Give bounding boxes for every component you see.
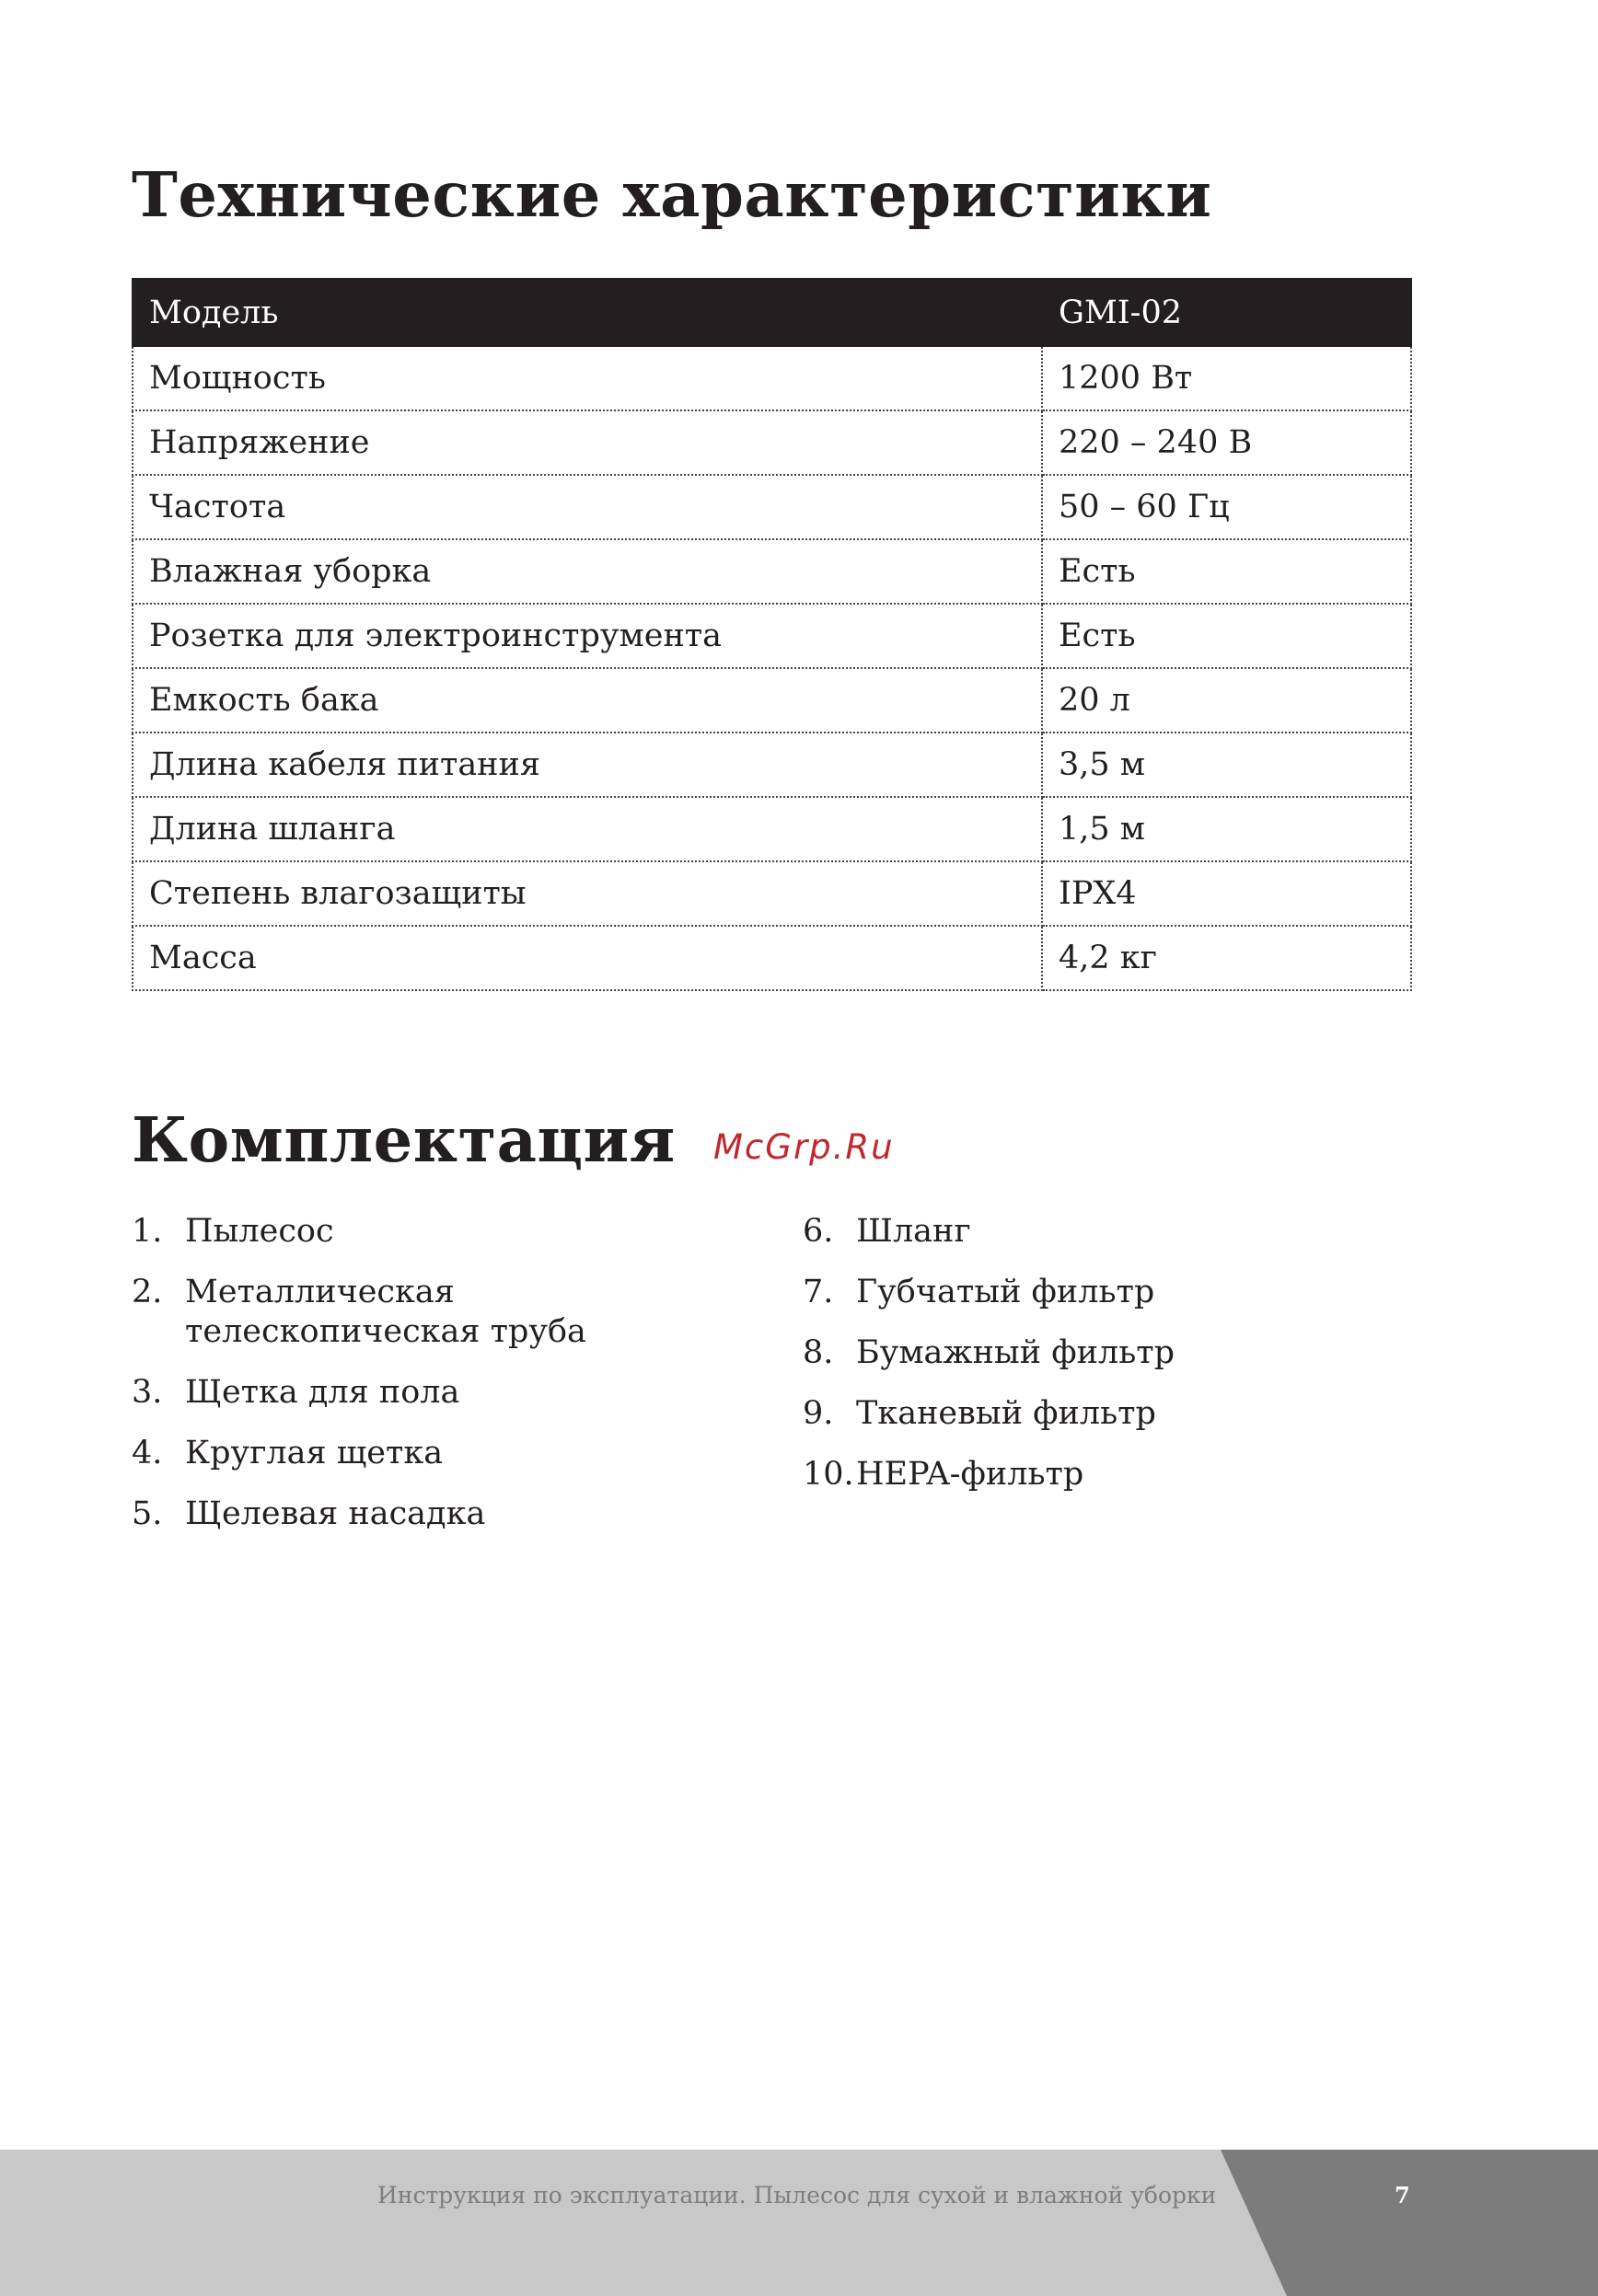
list-item [132, 1273, 702, 1352]
spec-value: Есть [1042, 604, 1411, 668]
specs-table-header-row [133, 279, 1411, 346]
table-row [133, 797, 1411, 861]
kit-title: Комплектация [132, 1103, 676, 1176]
table-row [133, 926, 1411, 990]
list-number: 10. [803, 1456, 854, 1493]
table-row [133, 410, 1411, 475]
list-text: Щетка для пола [185, 1374, 460, 1411]
spec-label: Мощность [133, 346, 1042, 410]
list-item [803, 1333, 1410, 1373]
list-text: Щелевая насадка [185, 1495, 486, 1532]
page-number: 7 [1395, 2182, 1410, 2209]
table-row [133, 539, 1411, 604]
list-number: 9. [803, 1395, 834, 1432]
list-text: Губчатый фильтр [856, 1274, 1155, 1310]
spec-label: Степень влагозащиты [133, 861, 1042, 926]
list-item [803, 1394, 1410, 1434]
spec-value: GMI-02 [1042, 279, 1411, 346]
spec-value: IPX4 [1042, 861, 1411, 926]
list-text: Металлическая телескопическая труба [185, 1274, 586, 1350]
kit-list-right [803, 1212, 1410, 1516]
watermark-link[interactable]: McGrp.Ru [713, 1127, 895, 1167]
list-number: 8. [803, 1334, 834, 1371]
list-text: Шланг [856, 1213, 971, 1250]
list-item [132, 1434, 702, 1473]
table-row [133, 475, 1411, 539]
list-number: 3. [132, 1374, 163, 1411]
spec-label: Напряжение [133, 410, 1042, 475]
spec-value: 50 – 60 Гц [1042, 475, 1411, 539]
table-row [133, 861, 1411, 926]
list-item [132, 1212, 702, 1252]
list-item [803, 1455, 1410, 1494]
table-row [133, 668, 1411, 733]
list-text: Пылесос [185, 1213, 334, 1250]
list-number: 1. [132, 1213, 163, 1250]
table-row [133, 604, 1411, 668]
spec-label: Масса [133, 926, 1042, 990]
list-text: Тканевый фильтр [856, 1395, 1156, 1432]
spec-label: Емкость бака [133, 668, 1042, 733]
specs-title: Технические характеристики [132, 158, 1212, 231]
list-text: Круглая щетка [185, 1435, 444, 1471]
kit-list-left [132, 1212, 702, 1555]
list-item [803, 1273, 1410, 1312]
spec-label: Частота [133, 475, 1042, 539]
spec-label: Длина шланга [133, 797, 1042, 861]
table-row [133, 733, 1411, 797]
specs-table [132, 278, 1412, 991]
list-text: HEPA-фильтр [856, 1456, 1084, 1493]
spec-value: 4,2 кг [1042, 926, 1411, 990]
list-item [132, 1373, 702, 1413]
footer-caption: Инструкция по эксплуатации. Пылесос для сухой и влажной уборки [377, 2182, 1217, 2209]
spec-value: Есть [1042, 539, 1411, 604]
list-item [803, 1212, 1410, 1252]
spec-label: Длина кабеля питания [133, 733, 1042, 797]
spec-value: 1200 Вт [1042, 346, 1411, 410]
list-number: 7. [803, 1274, 834, 1310]
list-item [132, 1494, 702, 1534]
list-number: 5. [132, 1495, 163, 1532]
spec-label: Розетка для электроинструмента [133, 604, 1042, 668]
spec-label: Влажная уборка [133, 539, 1042, 604]
spec-value: 3,5 м [1042, 733, 1411, 797]
spec-label: Модель [133, 279, 1042, 346]
footer-page-tab [1221, 2150, 1598, 2296]
table-row [133, 346, 1411, 410]
list-number: 4. [132, 1435, 163, 1471]
list-number: 6. [803, 1213, 834, 1250]
spec-value: 220 – 240 В [1042, 410, 1411, 475]
list-number: 2. [132, 1274, 163, 1310]
spec-value: 20 л [1042, 668, 1411, 733]
list-text: Бумажный фильтр [856, 1334, 1175, 1371]
spec-value: 1,5 м [1042, 797, 1411, 861]
